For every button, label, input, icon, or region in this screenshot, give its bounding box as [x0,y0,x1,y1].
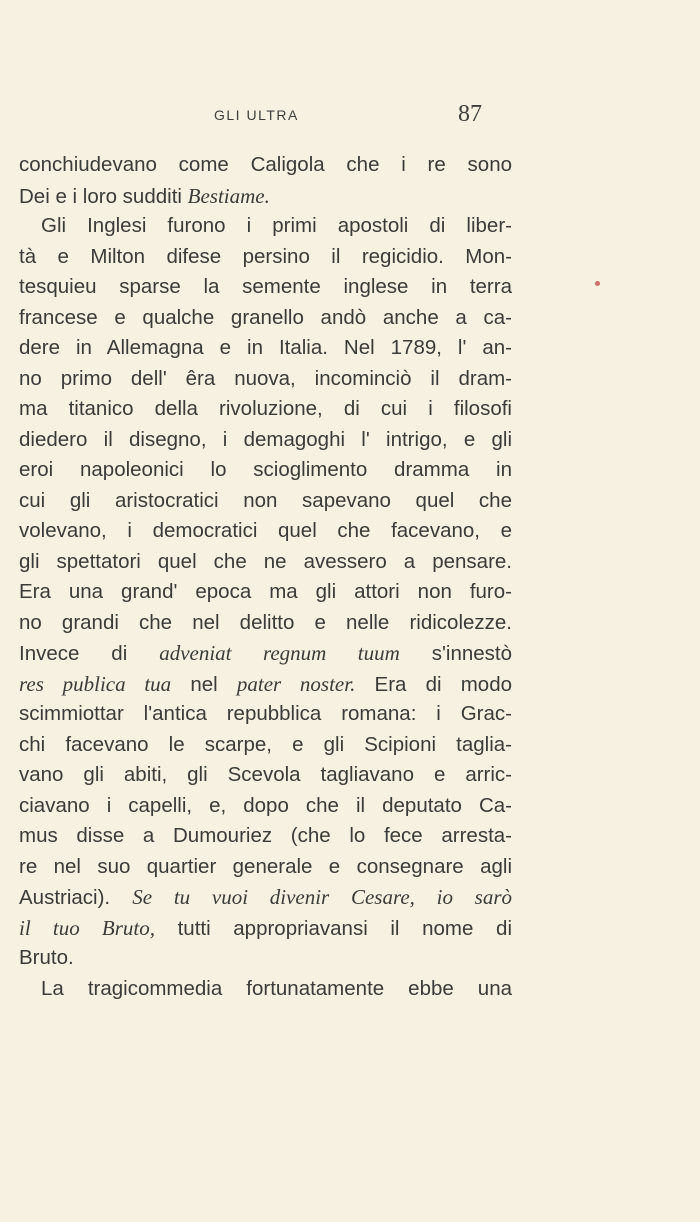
text-run: Invece di [19,642,160,665]
text-line [19,181,512,212]
italic-text: pater noster. [236,671,356,696]
text-run: ciavano i capelli, e, dopo che il deputato Ca- [19,793,512,817]
running-title: GLI ULTRA [214,107,299,123]
italic-text: Bestiame. [187,183,270,208]
text-run: Austriaci). [19,886,133,909]
text-line [19,699,512,730]
text-line [19,974,512,1005]
text-line [19,303,512,334]
text-line [19,242,512,273]
text-run: scimmiottar l'antica repubblica romana: i Grac- [19,702,512,725]
text-run: diedero il disegno, i demagoghi l' intrigo, e gli [19,427,512,451]
text-line [19,211,512,242]
text-line [19,608,512,639]
text-line [19,669,512,700]
text-run: tesquieu sparse la semente inglese in terra [19,275,512,298]
text-run: Dei e i loro sudditi [19,184,188,208]
text-run: chi facevano le scarpe, e gli Scipioni taglia- [19,732,512,756]
italic-text: il tuo Bruto, [19,915,155,940]
page-number: 87 [458,101,482,127]
text-line [19,821,512,852]
text-run: ma titanico della rivoluzione, di cui i filosofi [19,397,512,420]
text-line [19,486,512,517]
text-run: francese e qualche granello andò anche a ca- [19,305,512,329]
italic-text: res publica tua [19,671,172,696]
text-run: eroi napoleonici lo scioglimento dramma in [19,458,512,481]
text-run: dere in Allemagna e in Italia. Nel 1789, l' an- [19,336,512,359]
text-run: gli spettatori quel che ne avessero a pensare. [19,549,512,573]
text-run: s'innestò [399,642,512,665]
text-line [19,760,512,791]
text-line [19,852,512,883]
text-line [19,730,512,761]
text-line [19,150,512,181]
text-line [19,333,512,364]
body-text [19,150,512,1004]
text-line [19,913,512,944]
page-header [0,101,700,131]
text-line [19,577,512,608]
text-run: mus disse a Dumouriez (che lo fece arresta- [19,824,512,847]
text-run: vano gli abiti, gli Scevola tagliavano e arric- [19,763,512,786]
text-run: volevano, i democratici quel che facevano, e [19,519,512,542]
text-line [19,943,512,974]
text-run: conchiudevano come Caligola che i re sono [19,153,512,176]
italic-text: Se tu vuoi divenir Cesare, io sarò [132,885,513,909]
text-run: no primo dell' êra nuova, incominciò il dram- [19,366,512,390]
text-line [19,272,512,303]
text-line [19,425,512,456]
text-run: La tragicommedia fortunatamente ebbe una [41,976,512,1000]
text-run: Era di modo [355,672,513,696]
text-run: re nel suo quartier generale e consegnare agli [19,854,512,878]
text-run: tutti appropriavansi il nome di [154,916,512,940]
text-line [19,791,512,822]
text-line [19,516,512,547]
text-line [19,638,512,669]
text-run: Gli Inglesi furono i primi apostoli di liber- [41,214,512,237]
text-run: Era una grand' epoca ma gli attori non furo- [19,580,512,603]
ink-spot [595,281,600,286]
text-line [19,882,512,913]
text-run: nel [171,672,237,696]
italic-text: adveniat regnum tuum [159,641,400,665]
text-line [19,364,512,395]
text-run: cui gli aristocratici non sapevano quel che [19,488,512,512]
text-line [19,547,512,578]
text-line [19,394,512,425]
text-run: Bruto. [19,946,74,969]
text-line [19,455,512,486]
text-run: no grandi che nel delitto e nelle ridicolezze. [19,610,512,634]
text-run: tà e Milton difese persino il regicidio. Mon- [19,244,512,268]
